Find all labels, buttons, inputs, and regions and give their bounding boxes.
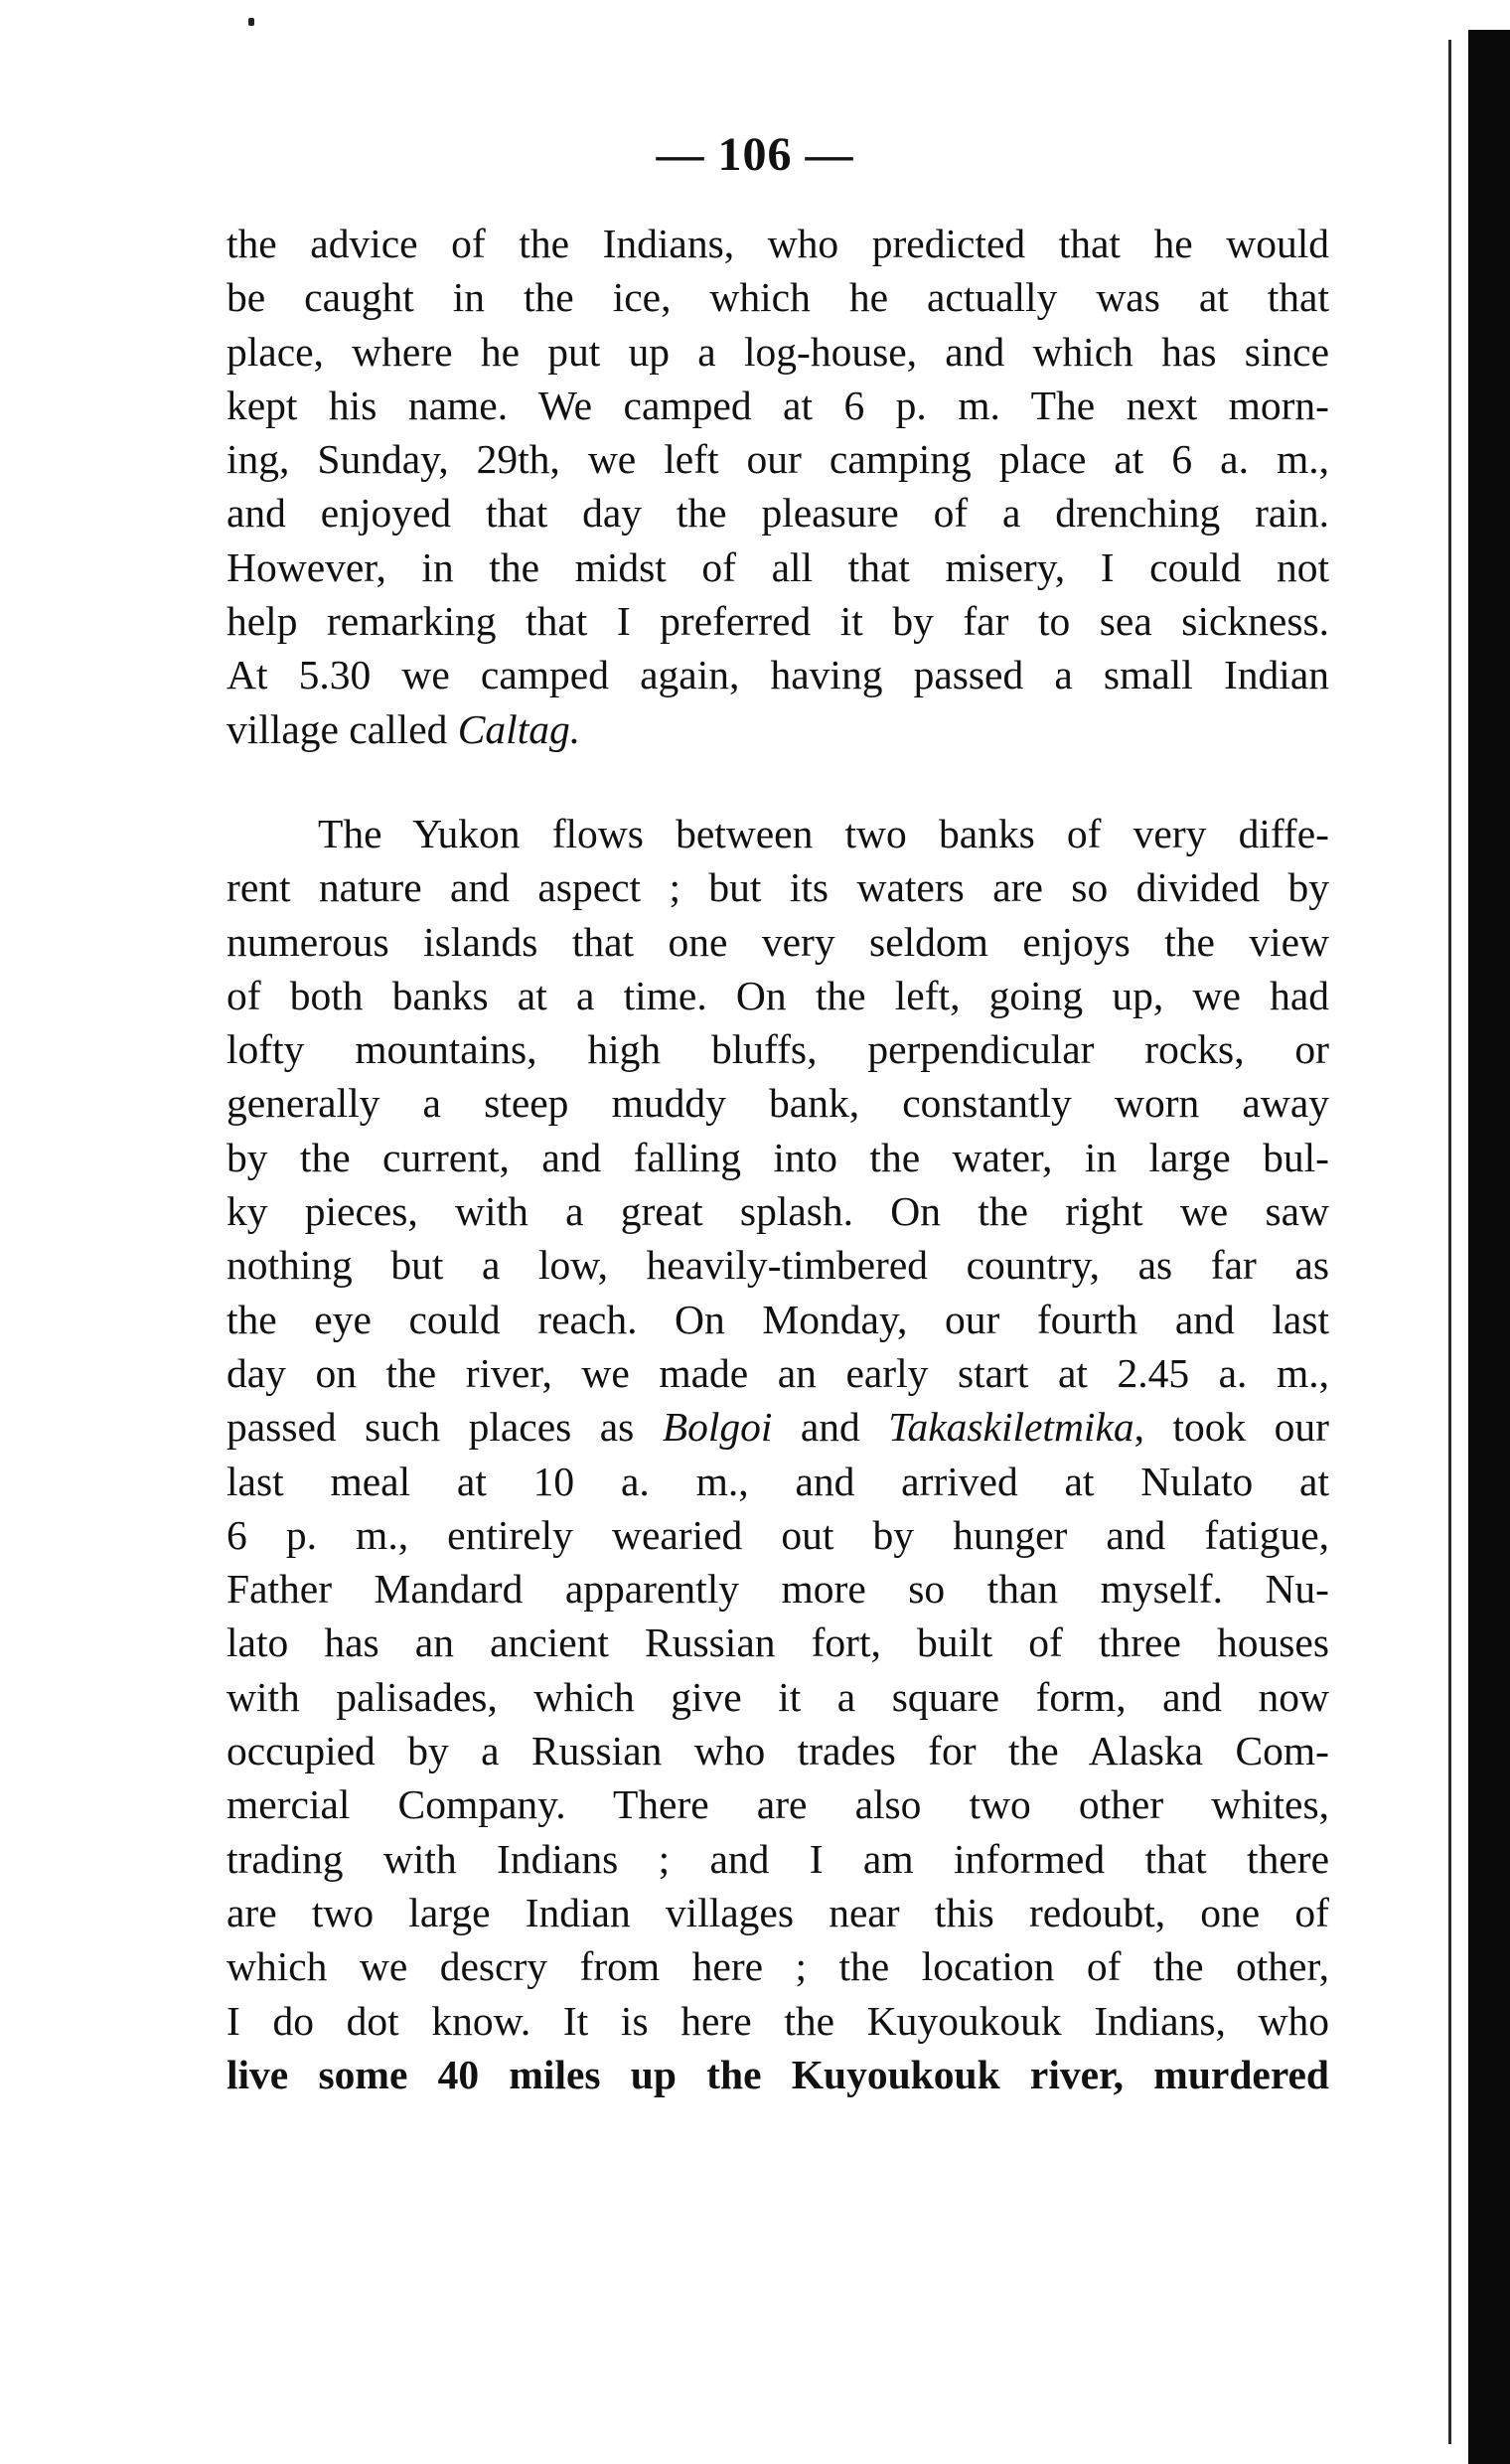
text-line: help remarking that I preferred it by far to sea sickness. [226, 598, 1329, 645]
text-line: be caught in the ice, which he actually was at that [226, 274, 1329, 321]
ink-speck [248, 18, 254, 26]
text-fragment: passed such places as [226, 1404, 663, 1451]
text-line: At 5.30 we camped again, having passed a small Indian [226, 652, 1329, 698]
text-line: mercial Company. There are also two other whites, [226, 1781, 1329, 1828]
text-line: trading with Indians ; and I am informed that there [226, 1835, 1329, 1882]
text-line: occupied by a Russian who trades for the Alaska Com- [226, 1728, 1329, 1774]
text-line: the eye could reach. On Monday, our fourth and last [226, 1296, 1329, 1342]
scan-border [1468, 30, 1510, 2464]
place-name-italic: Caltag. [457, 705, 581, 752]
text-line: rent nature and aspect ; but its waters are so divided by [226, 864, 1329, 911]
paragraph-2 [226, 807, 1329, 2101]
place-name-italic: Bolgoi [662, 1404, 773, 1451]
text-line: lofty mountains, high bluffs, perpendicular rocks, or [226, 1026, 1329, 1073]
text-line: lato has an ancient Russian fort, built of three houses [226, 1619, 1329, 1666]
text-line-last [226, 702, 1329, 756]
text-line-final: live some 40 miles up the Kuyoukouk river, murdered [226, 2051, 1329, 2097]
text-line: day on the river, we made an early start at 2.45 a. m., [226, 1349, 1329, 1396]
paragraph-1 [226, 217, 1329, 756]
text-line: ky pieces, with a great splash. On the right we saw [226, 1188, 1329, 1235]
text-line: However, in the midst of all that misery, I could not [226, 543, 1329, 590]
text-line: 6 p. m., entirely wearied out by hunger and fatigue, [226, 1511, 1329, 1558]
text-line: I do dot know. It is here the Kuyoukouk Indians, who [226, 1997, 1329, 2044]
text-line: numerous islands that one very seldom enjoys the view [226, 918, 1329, 965]
text-fragment: and [772, 1404, 889, 1451]
text-line: and enjoyed that day the pleasure of a drenching rain. [226, 490, 1329, 537]
text-line: by the current, and falling into the water, in large bul- [226, 1134, 1329, 1180]
text-fragment: village called [226, 705, 458, 752]
place-name-italic: Takaskiletmika [888, 1404, 1134, 1451]
text-line: which we descry from here ; the location of the other, [226, 1943, 1329, 1990]
text-line: place, where he put up a log-house, and which has since [226, 328, 1329, 375]
text-line: Father Mandard apparently more so than myself. Nu- [226, 1566, 1329, 1613]
page-edge-line [1448, 40, 1451, 2444]
text-line: nothing but a low, heavily-timbered country, as far as [226, 1242, 1329, 1289]
text-line: of both banks at a time. On the left, going up, we had [226, 972, 1329, 1018]
text-line: generally a steep muddy bank, constantly worn away [226, 1080, 1329, 1127]
text-line: are two large Indian villages near this redoubt, one of [226, 1889, 1329, 1935]
text-line: The Yukon flows between two banks of very diffe- [318, 811, 1329, 856]
text-line: the advice of the Indians, who predicted that he would [226, 221, 1329, 266]
text-line-italic-places [226, 1400, 1329, 1454]
text-line: with palisades, which give it a square form, and now [226, 1673, 1329, 1720]
text-line: ing, Sunday, 29th, we left our camping place at 6 a. m., [226, 436, 1329, 483]
text-fragment: , took our [1133, 1404, 1329, 1451]
text-line: kept his name. We camped at 6 p. m. The next morn- [226, 382, 1329, 428]
page-number: — 106 — [656, 128, 854, 181]
text-line: last meal at 10 a. m., and arrived at Nulato at [226, 1458, 1329, 1504]
